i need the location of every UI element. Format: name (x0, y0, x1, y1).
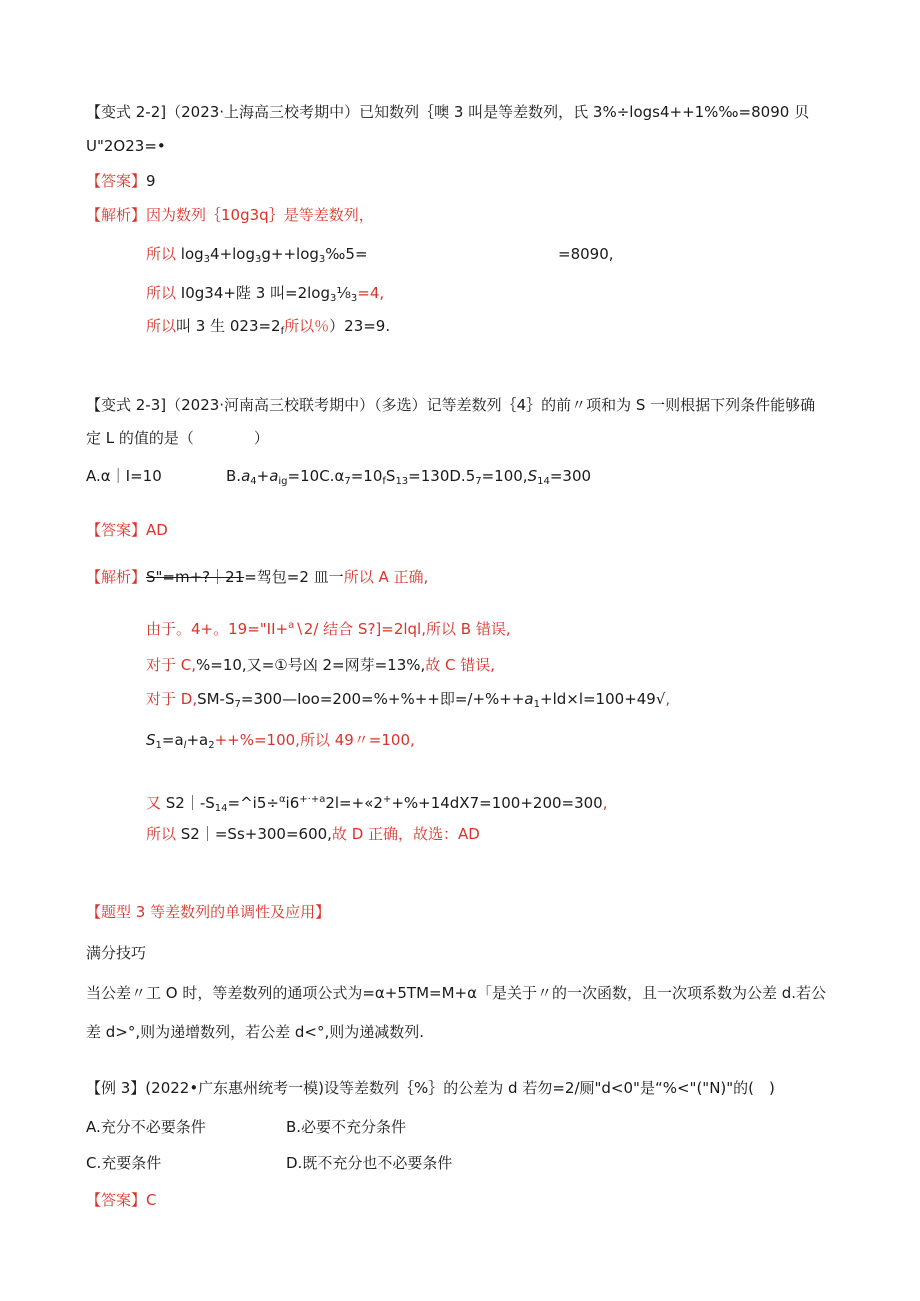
example-3-options-row1 (86, 1117, 406, 1137)
skill-paragraph-line2: 差 d>°,则为递增数列，若公差 d<°,则为递减数列. (86, 1023, 425, 1041)
example-3-question: 【例 3】(2022•广东惠州统考一模)设等差数列｛%｝的公差为 d 若勿=2/厕"d<0"是“%<"("N)"的( ) (86, 1079, 775, 1097)
variant-2-3-analysis-line2: 由于。4+。19="II+$^a$∖2/ 结合 S?]=2lql,所以 B 错误, (146, 620, 511, 638)
variant-2-3-analysis-line1: 【解析】S"=m+?｜21=驾包=2 皿一所以 A 正确, (86, 568, 429, 586)
variant-2-2-step1-result: =8090, (558, 245, 614, 263)
variant-2-2-question-line1: 【变式 2-2]（2023·上海高三校考期中）已知数列｛噢 3 叫是等差数列，氏 3%÷logs4++1%‰=8090 贝 (86, 103, 810, 121)
variant-2-2-answer (86, 171, 156, 191)
answer-value: 9 (146, 172, 156, 190)
option-a: A.充分不必要条件 (86, 1118, 206, 1136)
answer-label: 【答案】 (86, 1191, 147, 1209)
variant-2-3-question-line1: 【变式 2-3]（2023·河南高三校联考期中）（多选）记等差数列｛4｝的前〃项和为 S 一则根据下列条件能够确 (86, 396, 816, 414)
analysis-text: 因为数列｛10g3q｝是等差数列， (146, 206, 374, 224)
analysis-label: 【解析】 (86, 568, 147, 586)
variant-2-3-analysis-line7: 所以 S2｜=Ss+300=600,故 D 正确，故选：AD (146, 825, 480, 843)
example-3-options-row2 (86, 1153, 452, 1173)
option-a: A.α｜I=10 (86, 467, 162, 485)
variant-2-3-options: A.α｜I=10 $B.a_4+a_{ig}=10C.\alpha_7=10_fS_{13}=130D.5_7=100,S_{14}=300$ (86, 467, 592, 487)
example-3-answer (86, 1190, 157, 1210)
variant-2-3-answer (86, 520, 168, 540)
variant-2-3-analysis-line5: $S_1=a_l+a_2++\%=100$,所以 49〃=100, (146, 731, 415, 751)
variant-2-2-analysis (86, 205, 374, 225)
answer-value: AD (146, 521, 168, 539)
answer-label: 【答案】 (86, 172, 147, 190)
variant-2-3-analysis-line6: 又 $S2|-S_{14}=\^{}i5\div^\alpha i6^{+\cdot+a}2l=+«2^++\%+14dX7=100+200=300$, (146, 794, 608, 814)
option-d: D.既不充分也不必要条件 (286, 1154, 453, 1172)
variant-2-3-question-line2: 定 L 的值的是（ ） (86, 429, 269, 447)
variant-2-2-question-line2: U"2O23=• (86, 137, 166, 155)
variant-2-2-step1: 所以 $\log_34+\log_3g++\log_3‰5=$ (146, 245, 368, 265)
option-b: B. (226, 467, 242, 485)
variant-2-2-step2: 所以 I0g34+陛 3 叫$=2\log_3\frac{1}{8}_3=4$, (146, 284, 385, 304)
option-c: C.充要条件 (86, 1154, 162, 1172)
option-c: =10C.α (287, 467, 345, 485)
answer-label: 【答案】 (86, 521, 147, 539)
variant-2-2-step3: 所以叫 3 生 $023=2_f$所以％）23=9. (146, 317, 391, 337)
variant-2-3-analysis-line3: 对于 C,%=10,又=①号凶 2=网芽=13%,故 C 错误, (146, 656, 496, 674)
skill-paragraph-line1: 当公差〃工 O 时，等差数列的通项公式为=α+5TM=M+α「是关于〃的一次函数，且一次项系数为公差 d.若公 (86, 984, 827, 1002)
option-b: B.必要不充分条件 (286, 1118, 407, 1136)
analysis-label: 【解析】 (86, 206, 147, 224)
variant-2-3-analysis-line4: 对于 $D,SM-S_7=300—Ioo=200=\%+\%++$即$=/+\%++a_1+ld\times l=100+49√$, (146, 690, 671, 710)
answer-value: C (146, 1191, 157, 1209)
topic-3-heading: 【题型 3 等差数列的单调性及应用】 (86, 903, 331, 921)
option-d: =130D.5 (408, 467, 476, 485)
skill-title: 满分技巧 (86, 944, 147, 962)
